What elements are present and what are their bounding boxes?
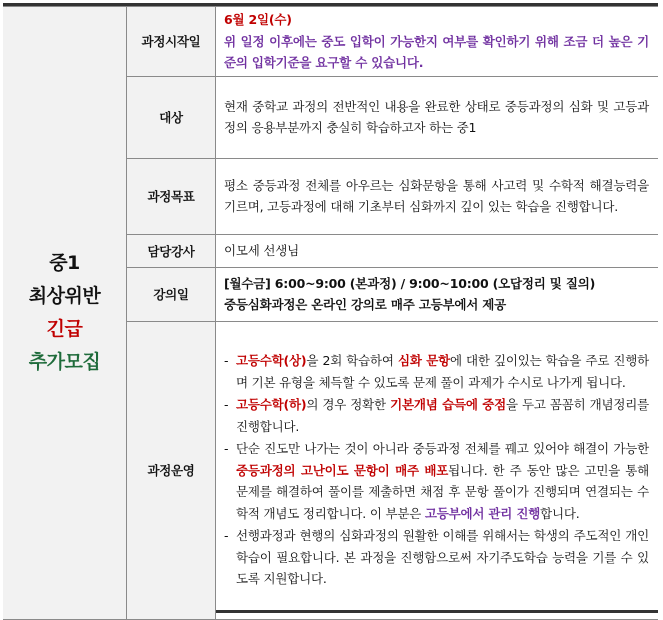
content-target [216,76,659,158]
highlight-managed: 고등부에서 관리 진행 [424,505,541,521]
operation-text: 단순 진도만 나가는 것이 아니라 중등과정 전체를 꿰고 있어야 해결이 가능한 [236,441,649,457]
highlight-course: 고등수학(상) [236,353,307,369]
side-title-urgent: 긴급 [46,317,83,340]
operation-item [224,525,649,590]
label-operation: 과정운영 [127,321,216,619]
operation-text: 됩니다. 한 주 동안 많은 고민을 통해 문제를 해결하여 풀이를 제출하면 채점 후 문항 풀이가 진행되며 연결되는 수학적 개념도 정리합니다. 이 부분은 [236,462,650,521]
side-title-grade: 중1 [49,251,80,274]
row-start-date [3,7,658,77]
label-target: 대상 [127,76,216,158]
operation-text: 에 대한 깊이있는 학습을 주로 진행하며 기본 유형을 체득할 수 있도록 문제 풀이 과제가 수시로 나가게 됩니다. [236,353,649,390]
side-title-recruit: 추가모집 [28,350,101,373]
bullet-dash: - [224,528,229,544]
operation-text: 합니다. [540,505,580,521]
course-info-table [3,6,658,620]
target-text: 현재 중학교 과정의 전반적인 내용을 완료한 상태로 중등과정의 심화 및 고등과정의 응용부분까지 충실히 학습하고자 하는 중1 [224,98,649,135]
schedule-line-2: 중등심화과정은 온라인 강의로 매주 고등부에서 제공 [224,297,507,312]
operation-text: 을 두고 꼼꼼히 개념정리를 진행합니다. [236,397,649,434]
operation-item [224,394,649,437]
bullet-dash: - [224,397,229,413]
highlight-focus: 기본개념 습득에 중점 [390,397,506,413]
operation-text: 의 경우 정확한 [306,397,391,413]
side-title-class: 최상위반 [28,284,101,307]
start-date-notice: 위 일정 이후에는 중도 입학이 가능한지 여부를 확인하기 위해 조금 더 높은 기준의 입학기준을 요구할 수 있습니다. [224,33,649,70]
content-teacher [216,234,659,267]
bullet-dash: - [224,441,229,457]
start-date-value: 6월 2일(수) [224,12,292,27]
label-goal: 과정목표 [127,158,216,234]
highlight-deep: 심화 문항 [397,353,450,369]
highlight-weekly: 중등과정의 고난이도 문항이 매주 배포 [236,462,449,478]
operation-text: 선행과정과 현행의 심화과정의 원활한 이해를 위해서는 학생의 주도적인 개인학습이 필요합니다. 본 과정을 진행함으로써 자기주도학습 능력을 기를 수 있도록 지원합니다. [236,528,649,587]
operation-item [224,350,649,393]
bullet-dash: - [224,353,229,369]
content-start-date [216,7,659,77]
course-info-sheet [3,3,658,613]
label-start-date: 과정시작일 [127,7,216,77]
label-schedule: 강의일 [127,267,216,321]
schedule-line-1: [월수금] 6:00~9:00 (본과정) / 9:00~10:00 (오답정리 및 질의) [224,275,596,291]
label-teacher: 담당강사 [127,234,216,267]
goal-text: 평소 중등과정 전체를 아우르는 심화문항을 통해 사고력 및 수학적 해결능력을 기르며, 고등과정에 대해 기초부터 심화까지 깊이 있는 학습을 진행합니다. [224,177,649,214]
content-operation [216,321,659,619]
operation-text: 을 2회 학습하여 [306,353,398,369]
side-title-panel [3,7,127,620]
content-schedule [216,267,659,321]
operation-list [224,350,649,590]
teacher-name: 이모세 선생님 [224,242,300,258]
operation-item [224,438,649,524]
highlight-course: 고등수학(하) [236,397,307,413]
content-goal [216,158,659,234]
